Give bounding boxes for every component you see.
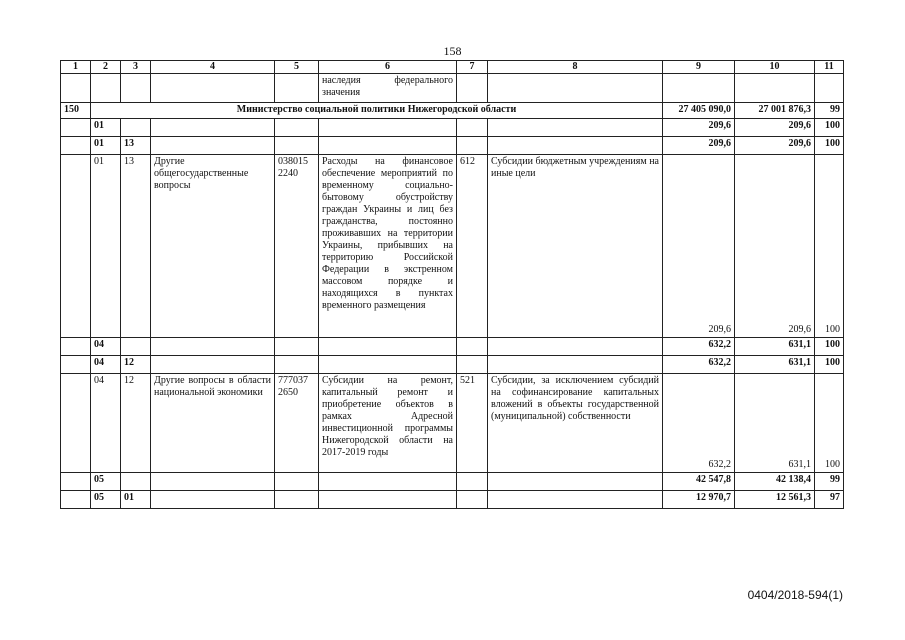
cell-executed: 209,6 xyxy=(735,119,815,137)
cell-code: 150 xyxy=(61,103,91,119)
col-header: 9 xyxy=(663,61,735,74)
col-header: 6 xyxy=(319,61,457,74)
cell-subsection: 12 xyxy=(121,356,151,374)
cell-executed: 631,1 xyxy=(735,374,815,473)
col-header: 5 xyxy=(275,61,319,74)
cell-executed: 209,6 xyxy=(735,155,815,338)
cell-target-code: 038015 2240 xyxy=(275,155,319,338)
cell-section: 01 xyxy=(91,155,121,338)
column-number-row xyxy=(61,61,844,74)
col-header: 4 xyxy=(151,61,275,74)
table-row-detail xyxy=(61,155,844,338)
cell-planned: 209,6 xyxy=(663,155,735,338)
document-code: 0404/2018-594(1) xyxy=(747,588,843,602)
table-row-continuation xyxy=(61,74,844,103)
cell-section-name: Другие общегосударственные вопросы xyxy=(151,155,275,338)
cell-section: 01 xyxy=(91,119,121,137)
cell-executed: 42 138,4 xyxy=(735,473,815,491)
cell-section: 05 xyxy=(91,491,121,509)
cell-executed: 631,1 xyxy=(735,356,815,374)
cell-percent: 100 xyxy=(815,374,844,473)
cell-purpose: наследия федерального значения xyxy=(319,74,457,103)
cell-expense-name: Субсидии, за исключением субсидий на софинансирование капитальных вложений в объекты государственной (муниципальной) собственности xyxy=(488,374,663,473)
cell-executed: 209,6 xyxy=(735,137,815,155)
cell-percent: 97 xyxy=(815,491,844,509)
col-header: 10 xyxy=(735,61,815,74)
cell-expense-name: Субсидии бюджетным учреждениям на иные цели xyxy=(488,155,663,338)
cell-section: 04 xyxy=(91,338,121,356)
page-number: 158 xyxy=(443,44,462,58)
cell-subsection: 13 xyxy=(121,137,151,155)
table-row-detail xyxy=(61,374,844,473)
cell-subsection: 12 xyxy=(121,374,151,473)
table-row xyxy=(61,119,844,137)
table-row xyxy=(61,473,844,491)
cell-section: 01 xyxy=(91,137,121,155)
cell-target-code: 777037 2650 xyxy=(275,374,319,473)
cell-planned: 209,6 xyxy=(663,119,735,137)
cell-section: 04 xyxy=(91,356,121,374)
cell-planned: 27 405 090,0 xyxy=(663,103,735,119)
table-row xyxy=(61,137,844,155)
cell-planned: 209,6 xyxy=(663,137,735,155)
table-row xyxy=(61,356,844,374)
cell-subsection: 13 xyxy=(121,155,151,338)
cell-percent: 100 xyxy=(815,338,844,356)
col-header: 3 xyxy=(121,61,151,74)
cell-section-name: Другие вопросы в области национальной экономики xyxy=(151,374,275,473)
cell-percent: 100 xyxy=(815,155,844,338)
cell-planned: 632,2 xyxy=(663,338,735,356)
cell-percent: 100 xyxy=(815,119,844,137)
col-header: 2 xyxy=(91,61,121,74)
cell-expense-type: 612 xyxy=(457,155,488,338)
cell-percent: 99 xyxy=(815,473,844,491)
cell-executed: 631,1 xyxy=(735,338,815,356)
table-row-ministry xyxy=(61,103,844,119)
cell-purpose: Субсидии на ремонт, капитальный ремонт и приобретение объектов в рамках Адресной инвестиционной программы Нижегородской области на 2017-2019 годы xyxy=(319,374,457,473)
cell-section: 05 xyxy=(91,473,121,491)
cell-section: 04 xyxy=(91,374,121,473)
cell-purpose: Расходы на финансовое обеспечение мероприятий по временному социально-бытовому обустройству граждан Украины и лиц без гражданства, постоянно проживавших на территории Украины, прибывших на территорию Российской Федерации в экстренном массовом порядке и находящихся в пунктах временного размещения xyxy=(319,155,457,338)
col-header: 7 xyxy=(457,61,488,74)
table-row xyxy=(61,491,844,509)
cell-planned: 632,2 xyxy=(663,356,735,374)
budget-table xyxy=(60,60,844,509)
col-header: 8 xyxy=(488,61,663,74)
cell-planned: 12 970,7 xyxy=(663,491,735,509)
col-header: 11 xyxy=(815,61,844,74)
cell-percent: 99 xyxy=(815,103,844,119)
cell-executed: 27 001 876,3 xyxy=(735,103,815,119)
cell-planned: 42 547,8 xyxy=(663,473,735,491)
cell-subsection: 01 xyxy=(121,491,151,509)
table-row xyxy=(61,338,844,356)
cell-planned: 632,2 xyxy=(663,374,735,473)
cell-expense-type: 521 xyxy=(457,374,488,473)
col-header: 1 xyxy=(61,61,91,74)
cell-executed: 12 561,3 xyxy=(735,491,815,509)
cell-percent: 100 xyxy=(815,356,844,374)
ministry-title: Министерство социальной политики Нижегородской области xyxy=(91,103,663,119)
cell-percent: 100 xyxy=(815,137,844,155)
